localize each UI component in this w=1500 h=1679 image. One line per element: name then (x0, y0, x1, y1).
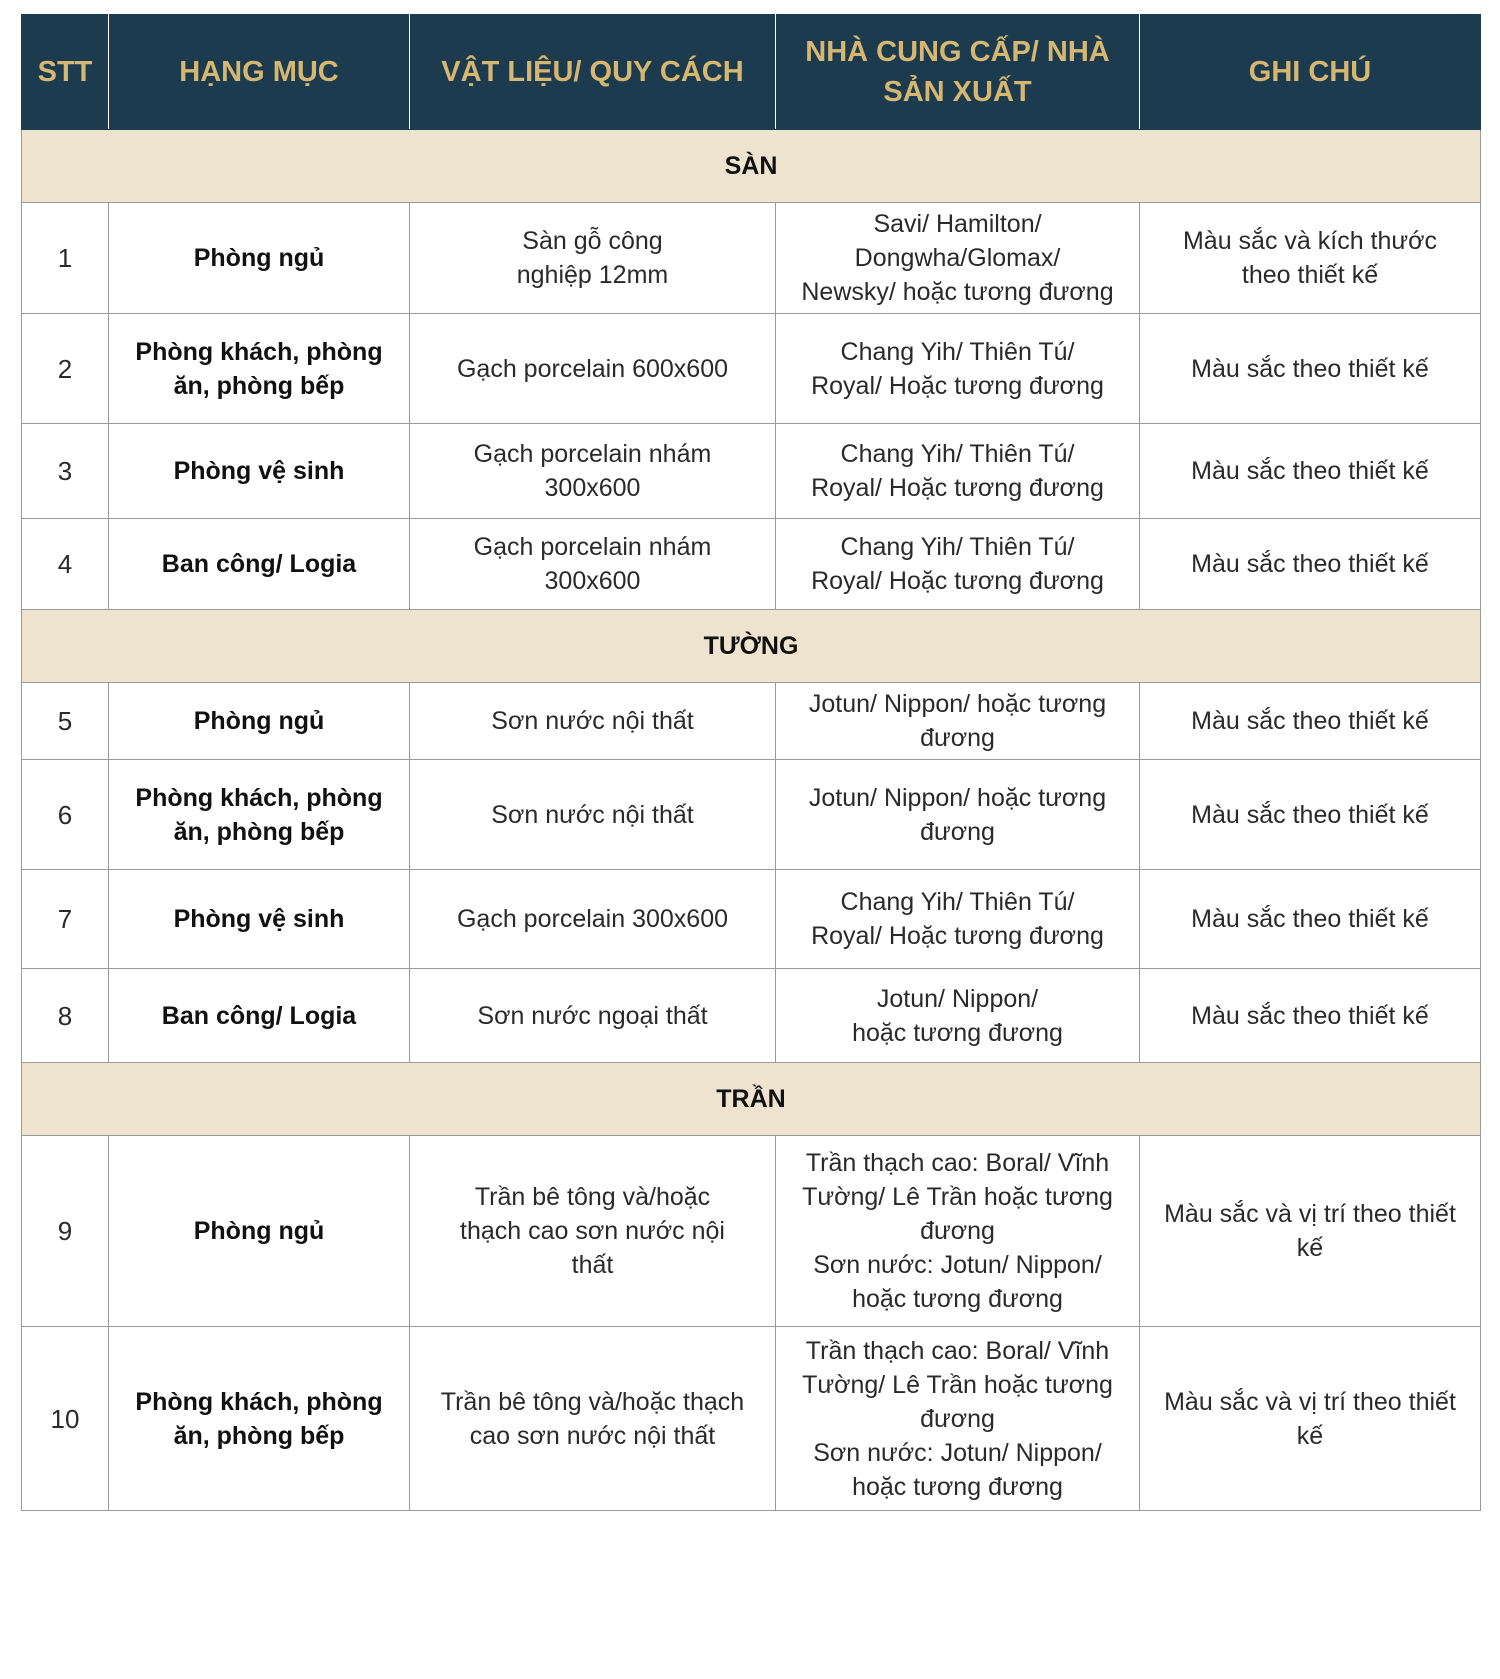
row-supplier: Trần thạch cao: Boral/ Vĩnh Tường/ Lê Trần hoặc tương đương Sơn nước: Jotun/ Nippon/ hoặc tương đương (776, 1136, 1140, 1327)
row-supplier: Jotun/ Nippon/ hoặc tương đương (776, 760, 1140, 870)
header-note: GHI CHÚ (1140, 15, 1481, 130)
row-number: 1 (22, 203, 109, 314)
row-supplier: Jotun/ Nippon/ hoặc tương đương (776, 683, 1140, 760)
table-body (22, 130, 1481, 1511)
row-note: Màu sắc và vị trí theo thiết kế (1140, 1136, 1481, 1327)
section-header-row (22, 1063, 1481, 1136)
table-row (22, 760, 1481, 870)
row-category: Phòng ngủ (109, 1136, 410, 1327)
header-supplier: NHÀ CUNG CẤP/ NHÀ SẢN XUẤT (776, 15, 1140, 130)
section-header-row (22, 610, 1481, 683)
table-row (22, 1136, 1481, 1327)
row-supplier: Chang Yih/ Thiên Tú/ Royal/ Hoặc tương đương (776, 519, 1140, 610)
header-stt: STT (22, 15, 109, 130)
header-row (22, 15, 1481, 130)
row-note: Màu sắc theo thiết kế (1140, 519, 1481, 610)
table-row (22, 683, 1481, 760)
row-number: 3 (22, 424, 109, 519)
row-material: Gạch porcelain nhám 300x600 (410, 424, 776, 519)
table-row (22, 870, 1481, 969)
header-category: HẠNG MỤC (109, 15, 410, 130)
table-row (22, 969, 1481, 1063)
row-note: Màu sắc theo thiết kế (1140, 424, 1481, 519)
row-number: 7 (22, 870, 109, 969)
row-material: Sàn gỗ công nghiệp 12mm (410, 203, 776, 314)
row-note: Màu sắc theo thiết kế (1140, 870, 1481, 969)
row-note: Màu sắc theo thiết kế (1140, 969, 1481, 1063)
table-row (22, 519, 1481, 610)
row-material: Sơn nước nội thất (410, 760, 776, 870)
row-supplier: Chang Yih/ Thiên Tú/ Royal/ Hoặc tương đương (776, 870, 1140, 969)
row-material: Gạch porcelain 300x600 (410, 870, 776, 969)
row-note: Màu sắc theo thiết kế (1140, 314, 1481, 424)
row-note: Màu sắc và vị trí theo thiết kế (1140, 1327, 1481, 1511)
row-material: Gạch porcelain 600x600 (410, 314, 776, 424)
row-note: Màu sắc theo thiết kế (1140, 683, 1481, 760)
row-supplier: Jotun/ Nippon/ hoặc tương đương (776, 969, 1140, 1063)
table-header (22, 15, 1481, 130)
row-number: 4 (22, 519, 109, 610)
row-number: 2 (22, 314, 109, 424)
row-category: Phòng khách, phòng ăn, phòng bếp (109, 1327, 410, 1511)
header-material: VẬT LIỆU/ QUY CÁCH (410, 15, 776, 130)
row-category: Phòng vệ sinh (109, 870, 410, 969)
row-category: Phòng khách, phòng ăn, phòng bếp (109, 760, 410, 870)
section-header-row (22, 130, 1481, 203)
row-material: Trần bê tông và/hoặc thạch cao sơn nước nội thất (410, 1136, 776, 1327)
row-category: Phòng khách, phòng ăn, phòng bếp (109, 314, 410, 424)
row-material: Sơn nước nội thất (410, 683, 776, 760)
row-supplier: Chang Yih/ Thiên Tú/ Royal/ Hoặc tương đương (776, 314, 1140, 424)
row-number: 8 (22, 969, 109, 1063)
table-row (22, 203, 1481, 314)
row-category: Ban công/ Logia (109, 519, 410, 610)
row-note: Màu sắc và kích thước theo thiết kế (1140, 203, 1481, 314)
section-title: SÀN (22, 130, 1481, 203)
row-category: Ban công/ Logia (109, 969, 410, 1063)
table-row (22, 1327, 1481, 1511)
row-supplier: Trần thạch cao: Boral/ Vĩnh Tường/ Lê Trần hoặc tương đương Sơn nước: Jotun/ Nippon/ hoặc tương đương (776, 1327, 1140, 1511)
table-row (22, 424, 1481, 519)
row-material: Trần bê tông và/hoặc thạch cao sơn nước nội thất (410, 1327, 776, 1511)
row-category: Phòng ngủ (109, 683, 410, 760)
row-number: 6 (22, 760, 109, 870)
table-row (22, 314, 1481, 424)
row-supplier: Savi/ Hamilton/ Dongwha/Glomax/ Newsky/ hoặc tương đương (776, 203, 1140, 314)
row-number: 5 (22, 683, 109, 760)
section-title: TƯỜNG (22, 610, 1481, 683)
row-number: 9 (22, 1136, 109, 1327)
row-category: Phòng vệ sinh (109, 424, 410, 519)
row-note: Màu sắc theo thiết kế (1140, 760, 1481, 870)
row-material: Gạch porcelain nhám 300x600 (410, 519, 776, 610)
section-title: TRẦN (22, 1063, 1481, 1136)
row-category: Phòng ngủ (109, 203, 410, 314)
row-supplier: Chang Yih/ Thiên Tú/ Royal/ Hoặc tương đương (776, 424, 1140, 519)
materials-spec-table (21, 14, 1481, 1511)
row-number: 10 (22, 1327, 109, 1511)
row-material: Sơn nước ngoại thất (410, 969, 776, 1063)
